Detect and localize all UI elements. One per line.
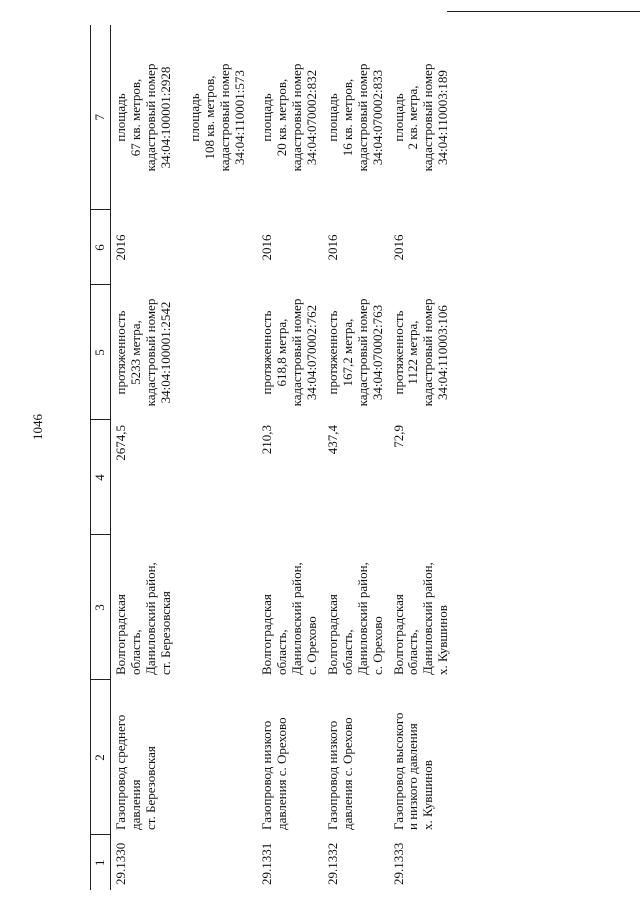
text-line: 1122 метра, bbox=[405, 320, 421, 385]
object-location bbox=[389, 535, 455, 680]
object-value: 72,9 bbox=[390, 425, 406, 448]
text-line: давления с. Орехово bbox=[339, 717, 355, 830]
object-value: 2674,5 bbox=[113, 425, 128, 461]
text-line: Газопровод низкого bbox=[324, 720, 340, 830]
text-line: область, bbox=[273, 629, 289, 675]
text-line: кадастровый номер bbox=[142, 298, 158, 407]
text-line: площадь bbox=[259, 93, 274, 142]
page-number: 1046 bbox=[30, 414, 45, 440]
text-line: х. Кувшинов bbox=[420, 760, 436, 830]
column-number: 4 bbox=[91, 420, 111, 535]
text-line: 34:04:070002:832 bbox=[303, 69, 319, 166]
row-code: 29.1330 bbox=[113, 842, 128, 885]
object-location bbox=[257, 535, 323, 680]
object-name bbox=[257, 680, 323, 835]
object-name bbox=[323, 680, 389, 835]
column-number: 1 bbox=[91, 835, 111, 890]
text-line: Волгоградская bbox=[390, 594, 406, 675]
text-line: Даниловский район, bbox=[142, 562, 158, 675]
table-row bbox=[389, 25, 455, 890]
object-area bbox=[389, 25, 455, 210]
text-line: область, bbox=[127, 629, 143, 675]
text-line: х. Кувшинов bbox=[435, 605, 451, 675]
registry-table bbox=[90, 25, 454, 890]
text-line: кадастровый номер bbox=[354, 298, 370, 407]
text-line: Газопровод низкого bbox=[259, 720, 274, 830]
object-year: 2016 bbox=[259, 234, 274, 261]
text-line: 20 кв. метров, bbox=[273, 78, 289, 157]
text-line: область, bbox=[405, 629, 421, 675]
column-number: 3 bbox=[91, 535, 111, 680]
row-code: 29.1332 bbox=[324, 842, 340, 885]
text-line: 34:04:100001:2542 bbox=[157, 301, 173, 404]
row-code: 29.1331 bbox=[259, 842, 274, 885]
object-year: 2016 bbox=[113, 234, 128, 261]
rotated-page bbox=[90, 25, 520, 890]
area-block bbox=[188, 30, 248, 205]
top-rule bbox=[447, 11, 640, 12]
column-number: 5 bbox=[91, 285, 111, 420]
text-line: кадастровый номер bbox=[420, 63, 436, 172]
object-length bbox=[389, 285, 455, 420]
object-location bbox=[111, 535, 258, 680]
text-line: 5233 метра, bbox=[127, 320, 143, 385]
text-line: ст. Березовская bbox=[142, 746, 158, 830]
column-number: 2 bbox=[91, 680, 111, 835]
text-line: 34:04:100001:2928 bbox=[157, 66, 173, 169]
text-line: 34:04:070002:833 bbox=[369, 69, 385, 166]
object-area bbox=[323, 25, 389, 210]
table-row bbox=[111, 25, 258, 890]
text-line: Волгоградская bbox=[324, 594, 340, 675]
object-area bbox=[257, 25, 323, 210]
text-line: с. Орехово bbox=[303, 616, 319, 675]
text-line: протяженность bbox=[113, 310, 128, 395]
text-line: площадь bbox=[324, 93, 340, 142]
text-line: 16 кв. метров, bbox=[339, 78, 355, 157]
text-line: Волгоградская bbox=[259, 594, 274, 675]
text-line: давления с. Орехово bbox=[273, 717, 289, 830]
text-line: кадастровый номер bbox=[288, 63, 304, 172]
text-line: 108 кв. метров, bbox=[201, 75, 217, 160]
object-year: 2016 bbox=[390, 234, 406, 261]
text-line: Даниловский район, bbox=[288, 562, 304, 675]
text-line: протяженность bbox=[390, 310, 406, 395]
text-line: 618,8 метра, bbox=[273, 318, 289, 387]
object-area bbox=[111, 25, 258, 210]
area-block bbox=[114, 30, 174, 205]
text-line: площадь bbox=[186, 93, 202, 142]
text-line: Газопровод высокого bbox=[390, 712, 406, 830]
object-length bbox=[111, 285, 258, 420]
text-line: площадь bbox=[113, 93, 128, 142]
object-name bbox=[111, 680, 258, 835]
text-line: протяженность bbox=[259, 310, 274, 395]
column-number: 6 bbox=[91, 210, 111, 285]
text-line: давления bbox=[127, 779, 143, 830]
table-row bbox=[257, 25, 323, 890]
object-value: 437,4 bbox=[324, 425, 340, 455]
text-line: Газопровод среднего bbox=[113, 714, 128, 830]
text-line: 34:04:070002:763 bbox=[369, 304, 385, 401]
text-line: кадастровый номер bbox=[216, 63, 232, 172]
object-value: 210,3 bbox=[259, 425, 274, 455]
table-row bbox=[323, 25, 389, 890]
object-length bbox=[257, 285, 323, 420]
text-line: Волгоградская bbox=[113, 594, 128, 675]
text-line: 34:04:110001:573 bbox=[231, 70, 247, 165]
column-number: 7 bbox=[91, 25, 111, 210]
text-line: и низкого давления bbox=[405, 723, 421, 830]
text-line: область, bbox=[339, 629, 355, 675]
text-line: кадастровый номер bbox=[354, 63, 370, 172]
column-number-row bbox=[91, 25, 111, 890]
text-line: кадастровый номер bbox=[420, 298, 436, 407]
text-line: Даниловский район, bbox=[420, 562, 436, 675]
object-year: 2016 bbox=[324, 234, 340, 261]
text-line: 2 кв. метра, bbox=[405, 85, 421, 150]
text-line: 167,2 метра, bbox=[339, 318, 355, 387]
text-line: 34:04:070002:762 bbox=[303, 304, 319, 401]
object-location bbox=[323, 535, 389, 680]
text-line: 34:04:110003:189 bbox=[435, 70, 451, 165]
text-line: Даниловский район, bbox=[354, 562, 370, 675]
text-line: ст. Березовская bbox=[157, 591, 173, 675]
row-code: 29.1333 bbox=[390, 842, 406, 885]
object-name bbox=[389, 680, 455, 835]
text-line: 34:04:110003:106 bbox=[435, 305, 451, 400]
text-line: протяженность bbox=[324, 310, 340, 395]
text-line: 67 кв. метров, bbox=[127, 78, 143, 157]
text-line: кадастровый номер bbox=[288, 298, 304, 407]
text-line: кадастровый номер bbox=[142, 63, 158, 172]
text-line: с. Орехово bbox=[369, 616, 385, 675]
object-length bbox=[323, 285, 389, 420]
text-line: площадь bbox=[390, 93, 406, 142]
